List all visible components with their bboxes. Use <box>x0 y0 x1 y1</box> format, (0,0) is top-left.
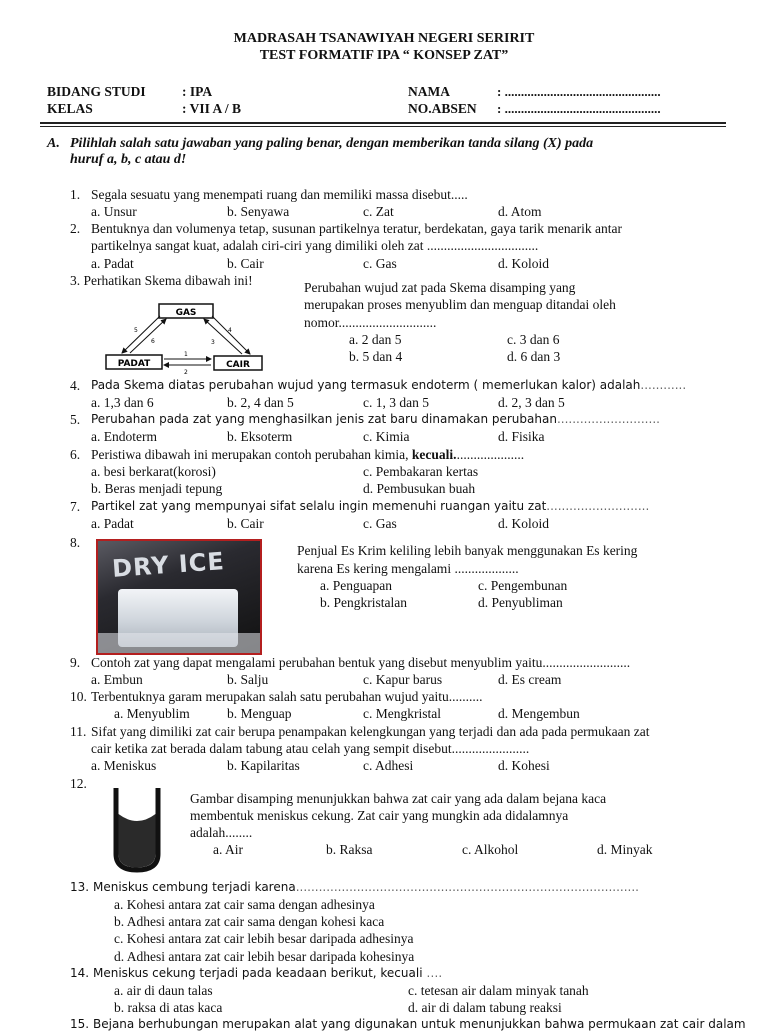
q9-option-a[interactable]: a. Embun <box>91 672 143 687</box>
q11-option-d[interactable]: d. Kohesi <box>498 758 550 773</box>
class-value: : VII A / B <box>182 101 242 116</box>
q10-option-c[interactable]: c. Mengkristal <box>363 706 441 721</box>
q8-text: Penjual Es Krim keliling lebih banyak menggunakan Es kering <box>297 543 638 558</box>
absen-field[interactable]: : ................................................ <box>497 101 661 116</box>
liquid-shape <box>119 814 156 868</box>
q4-option-c[interactable]: c. 1, 3 dan 5 <box>363 395 429 410</box>
q14-number: 14. <box>70 966 90 980</box>
arrow-3 <box>204 319 242 354</box>
q9-number: 9. <box>70 655 81 670</box>
section-a-instruction: Pilihlah salah satu jawaban yang paling benar, dengan memberikan tanda silang (X) pada <box>70 136 594 151</box>
q7-option-c[interactable]: c. Gas <box>363 516 397 531</box>
name-label: NAMA <box>408 84 450 99</box>
q6-text: Peristiwa dibawah ini merupakan contoh perubahan kimia, kecuali..................... <box>91 447 525 462</box>
q7-option-a[interactable]: a. Padat <box>91 516 134 531</box>
q3-option-c[interactable]: c. 3 dan 6 <box>507 332 560 347</box>
meniscus-tube-image <box>108 784 166 874</box>
label-5: 5 <box>134 327 138 334</box>
q9-text: Contoh zat yang dapat mengalami perubahan bentuk yang disebut menyublim yaitu.......................... <box>91 655 631 670</box>
q4-option-d[interactable]: d. 2, 3 dan 5 <box>498 395 565 410</box>
subject-label: BIDANG STUDI <box>47 84 146 99</box>
q8-option-b[interactable]: b. Pengkristalan <box>320 595 407 610</box>
q8-option-d[interactable]: d. Penyubliman <box>478 595 563 610</box>
q11-text-2: cair ketika zat berada dalam tabung atau celah yang sempit disebut....................... <box>91 741 530 756</box>
name-field[interactable]: : ................................................ <box>497 84 661 99</box>
q12-text-2: membentuk meniskus cekung. Zat cair yang mungkin ada didalamnya <box>190 808 569 823</box>
q13-option-d[interactable]: d. Adhesi antara zat cair lebih besar daripada kohesinya <box>114 949 415 964</box>
arrow-6 <box>130 319 166 353</box>
state-change-diagram <box>100 298 270 376</box>
q7-option-d[interactable]: d. Koloid <box>498 516 550 531</box>
q5-option-c[interactable]: c. Kimia <box>363 429 410 444</box>
arrow-5 <box>122 316 160 353</box>
label-4: 4 <box>228 327 232 334</box>
q5-option-a[interactable]: a. Endoterm <box>91 429 157 444</box>
label-1: 1 <box>184 351 188 358</box>
q4-option-a[interactable]: a. 1,3 dan 6 <box>91 395 154 410</box>
cair-label: CAIR <box>226 360 250 370</box>
q10-option-a[interactable]: a. Menyublim <box>114 706 190 721</box>
q2-text: Bentuknya dan volumenya tetap, susunan partikelnya teratur, berdekatan, gaya tarik menarik antar <box>91 221 623 236</box>
q9-option-d[interactable]: d. Es cream <box>498 672 562 687</box>
q8-option-a[interactable]: a. Penguapan <box>320 578 392 593</box>
class-label: KELAS <box>47 101 93 116</box>
q14-text: Meniskus cekung terjadi pada keadaan berikut, kecuali …. <box>93 966 443 980</box>
q2-option-a[interactable]: a. Padat <box>91 256 134 271</box>
dry-ice-image <box>96 539 262 655</box>
q10-option-d[interactable]: d. Mengembun <box>498 706 580 721</box>
q14-option-a[interactable]: a. air di daun talas <box>114 983 213 998</box>
q8-text-2: karena Es kering mengalami ................... <box>297 561 519 576</box>
q14-option-b[interactable]: b. raksa di atas kaca <box>114 1000 223 1015</box>
q12-option-a[interactable]: a. Air <box>213 842 243 857</box>
q12-text-3: adalah........ <box>190 825 253 840</box>
q2-number: 2. <box>70 221 81 236</box>
q2-option-c[interactable]: c. Gas <box>363 256 397 271</box>
q5-text: Perubahan pada zat yang menghasilkan jenis zat baru dinamakan perubahan........................... <box>91 412 660 426</box>
label-6: 6 <box>151 338 155 345</box>
label-3: 3 <box>211 339 215 346</box>
q3-option-d[interactable]: d. 6 dan 3 <box>507 349 561 364</box>
q3-option-a[interactable]: a. 2 dan 5 <box>349 332 402 347</box>
q14-option-d[interactable]: d. air di dalam tabung reaksi <box>408 1000 562 1015</box>
gas-label: GAS <box>175 308 197 318</box>
q7-option-b[interactable]: b. Cair <box>227 516 264 531</box>
q12-option-b[interactable]: b. Raksa <box>326 842 373 857</box>
dry-ice-caption: DRY ICE <box>111 547 226 583</box>
q10-option-b[interactable]: b. Menguap <box>227 706 292 721</box>
fog-shape <box>98 633 260 655</box>
q2-option-b[interactable]: b. Cair <box>227 256 264 271</box>
q5-number: 5. <box>70 412 81 427</box>
q6-number: 6. <box>70 447 81 462</box>
q1-text: Segala sesuatu yang menempati ruang dan memiliki massa disebut..... <box>91 187 468 202</box>
q6-option-c[interactable]: c. Pembakaran kertas <box>363 464 479 479</box>
q9-option-c[interactable]: c. Kapur barus <box>363 672 443 687</box>
q13-number: 13. <box>70 880 90 894</box>
q1-number: 1. <box>70 187 81 202</box>
q13-text: Meniskus cembung terjadi karena.......................................................................................... <box>93 880 639 894</box>
q11-number: 11. <box>70 724 87 739</box>
label-2: 2 <box>184 369 188 376</box>
divider-bottom <box>40 126 726 127</box>
section-a-instruction-2: huruf a, b, c atau d! <box>70 152 187 167</box>
q7-text: Partikel zat yang mempunyai sifat selalu ingin memenuhi ruangan yaitu zat........................... <box>91 499 650 513</box>
test-title: TEST FORMATIF IPA “ KONSEP ZAT” <box>259 48 509 63</box>
q11-option-b[interactable]: b. Kapilaritas <box>227 758 300 773</box>
q3-question-2: merupakan proses menyublim dan menguap ditandai oleh <box>304 297 616 312</box>
q11-option-a[interactable]: a. Meniskus <box>91 758 157 773</box>
q3-text: 3. Perhatikan Skema dibawah ini! <box>70 273 253 288</box>
q10-text: Terbentuknya garam merupakan salah satu perubahan wujud yaitu.......... <box>91 689 483 704</box>
q3-question-3: nomor............................. <box>304 315 437 330</box>
q1-option-b[interactable]: b. Senyawa <box>227 204 290 219</box>
section-a-label: A. <box>47 136 60 151</box>
q6-option-d[interactable]: d. Pembusukan buah <box>363 481 476 496</box>
q3-option-b[interactable]: b. 5 dan 4 <box>349 349 403 364</box>
q12-option-d[interactable]: d. Minyak <box>597 842 653 857</box>
q13-option-c[interactable]: c. Kohesi antara zat cair lebih besar daripada adhesinya <box>114 931 414 946</box>
q1-option-a[interactable]: a. Unsur <box>91 204 137 219</box>
q13-option-b[interactable]: b. Adhesi antara zat cair sama dengan kohesi kaca <box>114 914 385 929</box>
q3-question: Perubahan wujud zat pada Skema disamping yang <box>304 280 576 295</box>
q11-text: Sifat yang dimiliki zat cair berupa penampakan kelengkungan yang terjadi dan ada pada permukaan zat <box>91 724 650 739</box>
padat-label: PADAT <box>117 359 151 369</box>
q9-option-b[interactable]: b. Salju <box>227 672 269 687</box>
arrow-4 <box>212 316 250 354</box>
q5-option-d[interactable]: d. Fisika <box>498 429 545 444</box>
q1-option-d[interactable]: d. Atom <box>498 204 542 219</box>
q15-text: Bejana berhubungan merupakan alat yang digunakan untuk menunjukkan bahwa permukaan zat cair dalam <box>93 1017 746 1031</box>
q14-option-c[interactable]: c. tetesan air dalam minyak tanah <box>408 983 589 998</box>
q1-option-c[interactable]: c. Zat <box>363 204 394 219</box>
q4-option-b[interactable]: b. 2, 4 dan 5 <box>227 395 294 410</box>
q6-option-b[interactable]: b. Beras menjadi tepung <box>91 481 223 496</box>
q7-number: 7. <box>70 499 81 514</box>
q2-option-d[interactable]: d. Koloid <box>498 256 550 271</box>
q8-number: 8. <box>70 535 81 550</box>
q15-number: 15. <box>70 1017 90 1031</box>
absen-label: NO.ABSEN <box>408 101 477 116</box>
subject-value: : IPA <box>182 84 213 99</box>
q4-text: Pada Skema diatas perubahan wujud yang termasuk endoterm ( memerlukan kalor) adalah............ <box>91 378 687 392</box>
q4-number: 4. <box>70 378 81 393</box>
divider-top <box>40 122 726 124</box>
q10-number: 10. <box>70 689 87 704</box>
q13-option-a[interactable]: a. Kohesi antara zat cair sama dengan adhesinya <box>114 897 375 912</box>
q8-option-c[interactable]: c. Pengembunan <box>478 578 568 593</box>
q11-option-c[interactable]: c. Adhesi <box>363 758 414 773</box>
q12-option-c[interactable]: c. Alkohol <box>462 842 519 857</box>
q5-option-b[interactable]: b. Eksoterm <box>227 429 293 444</box>
q12-text: Gambar disamping menunjukkan bahwa zat cair yang ada dalam bejana kaca <box>190 791 607 806</box>
q12-number: 12. <box>70 776 87 791</box>
school-title: MADRASAH TSANAWIYAH NEGERI SERIRIT <box>233 31 535 46</box>
q6-option-a[interactable]: a. besi berkarat(korosi) <box>91 464 216 479</box>
q2-text-2: partikelnya sangat kuat, adalah ciri-ciri yang dimiliki oleh zat ................................. <box>91 238 539 253</box>
